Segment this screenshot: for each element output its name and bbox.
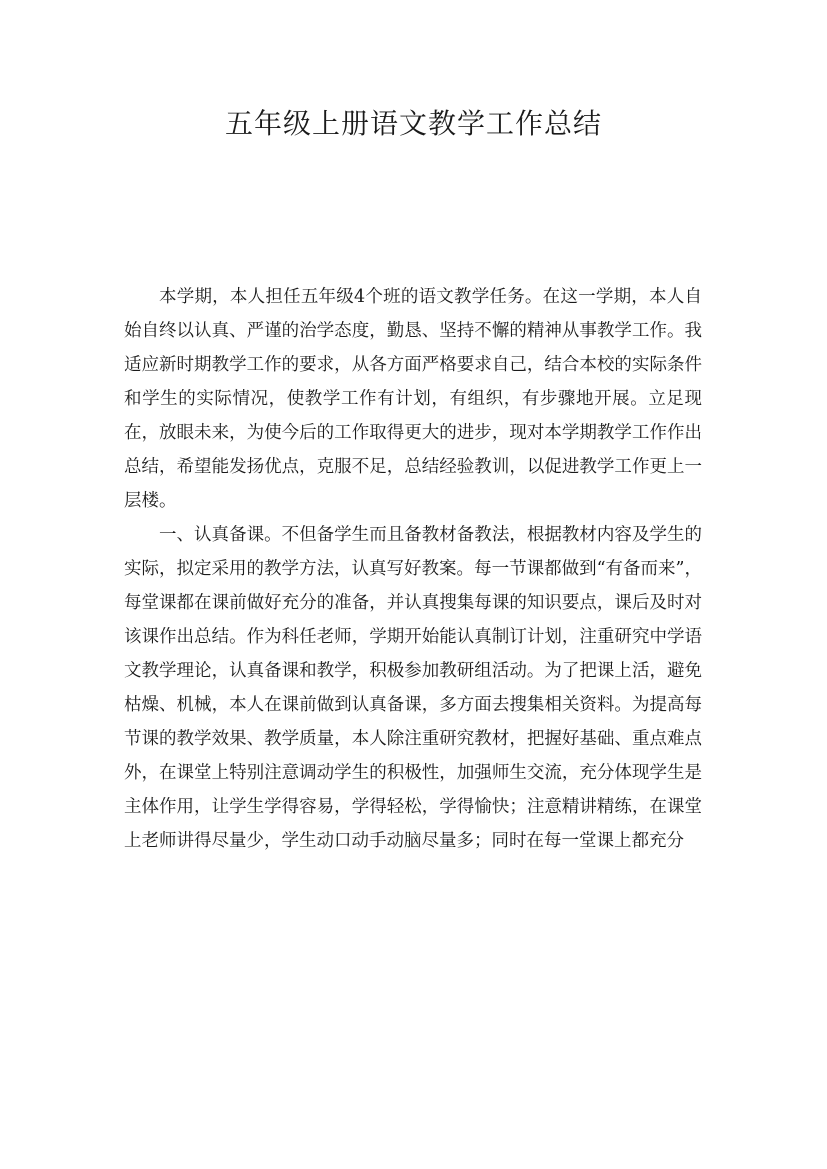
document-title: 五年级上册语文教学工作总结 [224, 107, 602, 140]
paragraph-intro: 本学期，本人担任五年级4个班的语文教学任务。在这一学期，本人自始自终以认真、严谨的治学态度，勤恳、坚持不懈的精神从事教学工作。我适应新时期教学工作的要求，从各方面严格要求自己，结合本校的实际条件和学生的实际情况，使教学工作有计划，有组织，有步骤地开展。立足现在，放眼未来，为使今后的工作取得更大的进步，现对本学期教学工作作出总结，希望能发扬优点，克服不足，总结经验教训，以促进教学工作更上一层楼。 [124, 287, 702, 511]
document-body [124, 280, 702, 858]
paragraph-lesson-preparation: 一、认真备课。不但备学生而且备教材备教法，根据教材内容及学生的实际，拟定采用的教学方法，认真写好教案。每一节课都做到“有备而来”，每堂课都在课前做好充分的准备，并认真搜集每课的知识要点，课后及时对该课作出总结。作为科任老师，学期开始能认真制订计划，注重研究中学语文教学理论，认真备课和教学，积极参加教研组活动。为了把课上活，避免枯燥、机械，本人在课前做到认真备课，多方面去搜集相关资料。为提高每节课的教学效果、教学质量，本人除注重研究教材，把握好基础、重点难点外，在课堂上特别注意调动学生的积极性，加强师生交流，充分体现学生是主体作用，让学生学得容易，学得轻松，学得愉快；注意精讲精练，在课堂上老师讲得尽量少，学生动口动手动脑尽量多；同时在每一堂课上都充分 [124, 525, 702, 851]
